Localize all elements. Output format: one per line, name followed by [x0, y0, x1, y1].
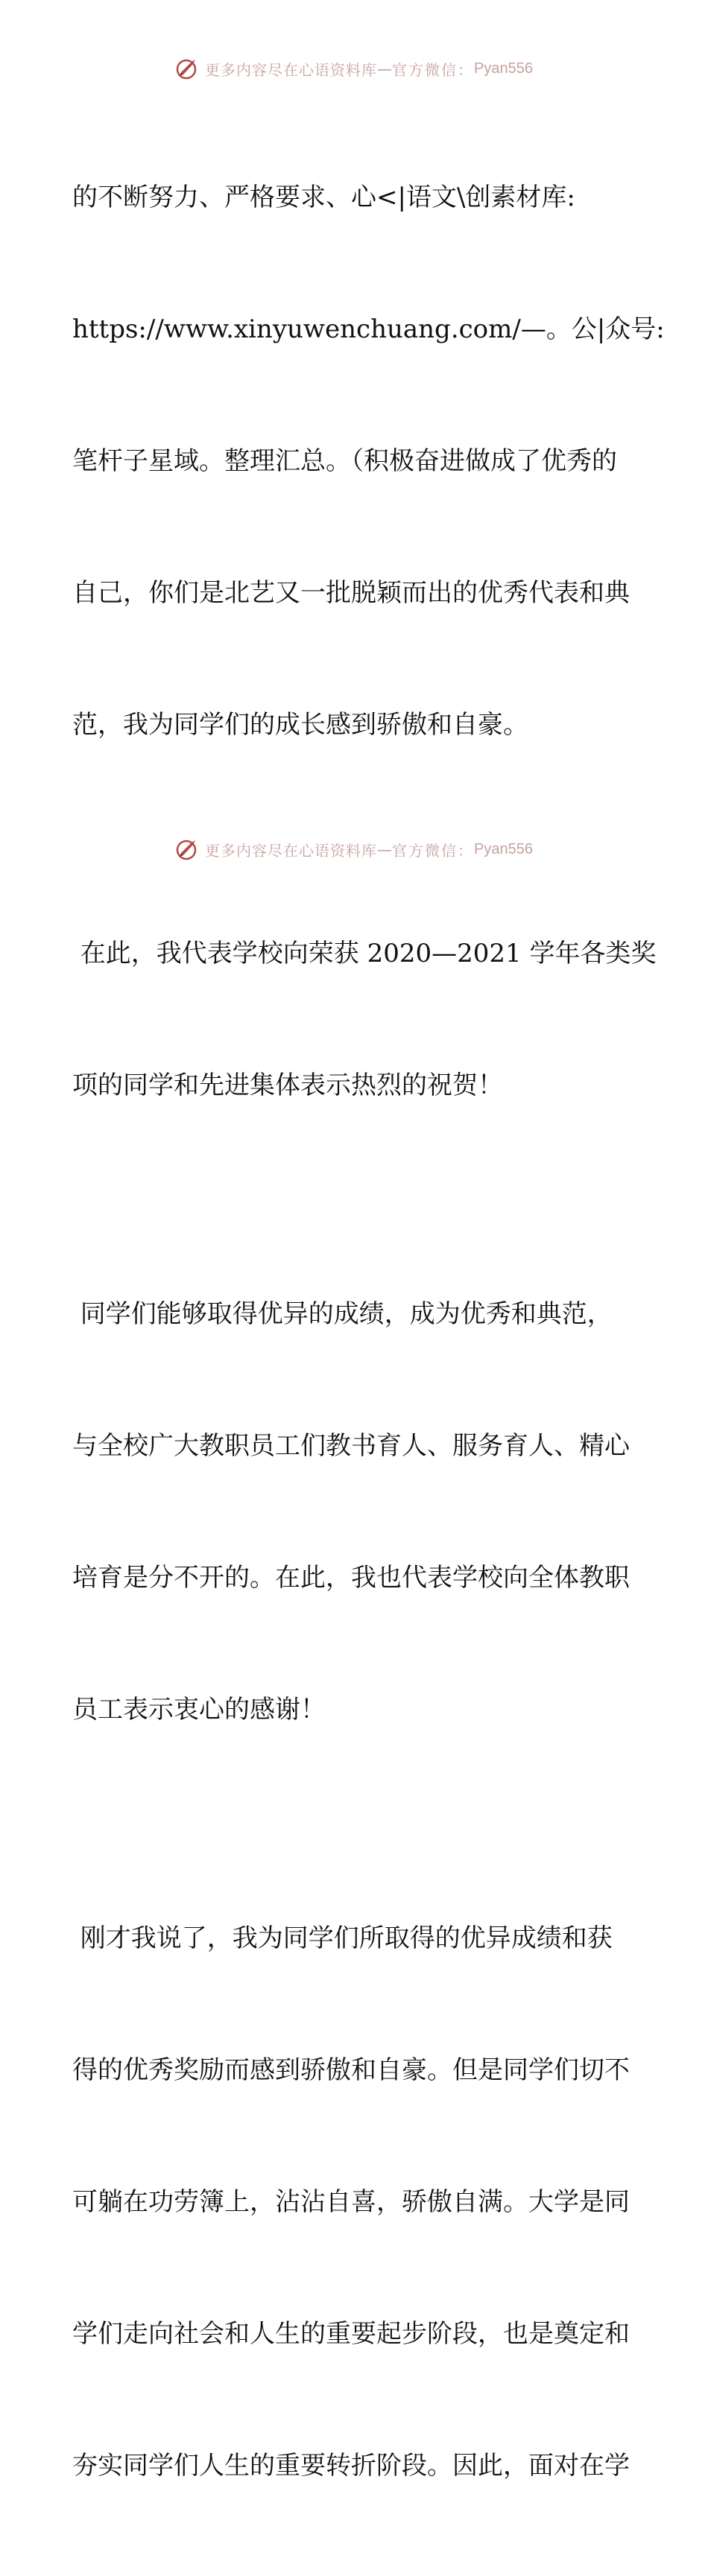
- watermark-dash: —: [377, 60, 393, 77]
- text-line: 得的优秀奖励而感到骄傲和自豪。但是同学们切不: [72, 2055, 630, 2085]
- watermark-wechat-label: 官方微信：: [392, 60, 475, 79]
- text-line: 培育是分不开的。在此，我也代表学校向全体教职: [72, 1563, 630, 1593]
- pen-logo-icon: [175, 56, 200, 81]
- watermark-text: 更多内容尽在心语资料库: [205, 841, 378, 860]
- text-line: 笔杆子星域。整理汇总。（积极奋进做成了优秀的: [72, 446, 617, 476]
- watermark-wechat-id: Pyan556: [474, 840, 533, 857]
- text-line: https://www.xinyuwenchuang.com/—。公|众号:: [72, 314, 665, 344]
- paragraph-4: [72, 1829, 639, 2576]
- text-line: 同学们能够取得优异的成绩，成为优秀和典范，: [72, 1299, 613, 1329]
- watermark-dash: —: [377, 840, 393, 858]
- text-line: 范，我为同学们的成长感到骄傲和自豪。: [72, 710, 528, 740]
- text-line: 项的同学和先进集体表示热烈的祝贺！: [72, 1070, 503, 1100]
- pen-logo-icon: [175, 837, 200, 862]
- footer-watermark: [0, 834, 708, 864]
- text-line: 学们走向社会和人生的重要起步阶段，也是奠定和: [72, 2319, 630, 2349]
- paragraph-1: [72, 88, 665, 835]
- text-line: 的不断努力、严格要求、心<|语文\创素材库:: [72, 183, 575, 212]
- watermark-wechat-label: 官方微信：: [392, 841, 475, 860]
- text-line: 自己，你们是北艺又一批脱颖而出的优秀代表和典: [72, 578, 630, 608]
- document-body: [72, 88, 665, 2576]
- watermark-wechat-id: Pyan556: [474, 60, 533, 77]
- text-line: 员工表示衷心的感谢！: [72, 1695, 326, 1725]
- text-line: 可躺在功劳簿上，沾沾自喜，骄傲自满。大学是同: [72, 2187, 630, 2217]
- watermark-text: 更多内容尽在心语资料库: [205, 60, 378, 79]
- text-line: 刚才我说了，我为同学们所取得的优异成绩和获: [72, 1923, 613, 1953]
- header-watermark: [0, 54, 708, 83]
- text-line: 在此，我代表学校向荣获 2020—2021 学年各类奖: [72, 939, 657, 968]
- paragraph-3: [72, 1205, 639, 1820]
- text-line: 夯实同学们人生的重要转折阶段。因此，面对在学: [72, 2451, 630, 2481]
- paragraph-2: [72, 844, 657, 1196]
- text-line: 与全校广大教职员工们教书育人、服务育人、精心: [72, 1431, 630, 1461]
